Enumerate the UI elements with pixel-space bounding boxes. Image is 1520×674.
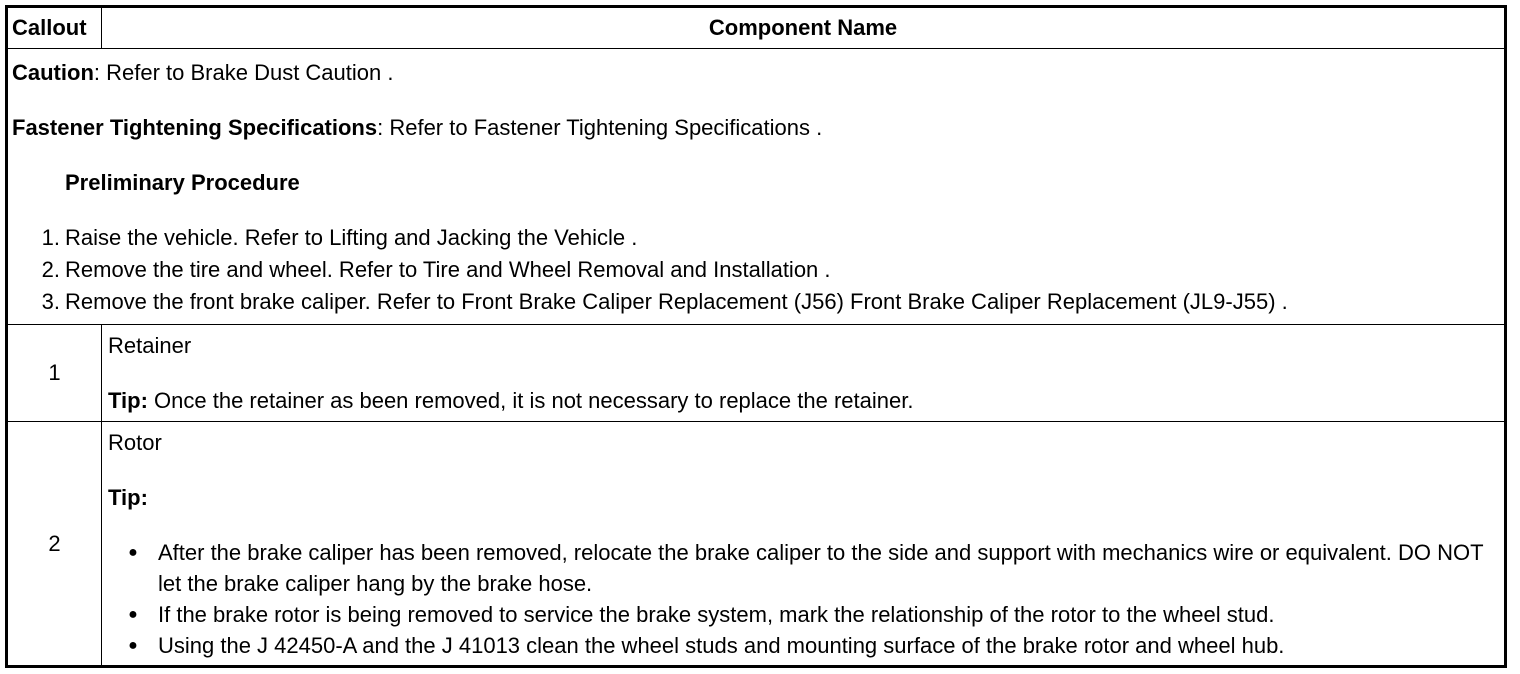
table-row xyxy=(7,325,1506,422)
tip-line xyxy=(108,385,1498,417)
intro-cell xyxy=(7,49,1506,325)
table-row xyxy=(7,422,1506,667)
header-row xyxy=(7,7,1506,49)
list-item xyxy=(12,254,1500,286)
intro-row xyxy=(7,49,1506,325)
fastener-text: : Refer to Fastener Tightening Specifications . xyxy=(377,115,823,140)
bullet-icon: ● xyxy=(128,606,138,623)
callout-number: 2 xyxy=(7,422,102,667)
list-item xyxy=(12,222,1500,254)
caution-text: : Refer to Brake Dust Caution . xyxy=(93,60,394,85)
component-cell xyxy=(102,422,1506,667)
step-text: Remove the tire and wheel. Refer to Tire and Wheel Removal and Installation . xyxy=(65,257,831,282)
component-cell xyxy=(102,325,1506,422)
bullet-icon: ● xyxy=(128,637,138,654)
preliminary-procedure-title: Preliminary Procedure xyxy=(65,170,300,195)
bullet-text: If the brake rotor is being removed to service the brake system, mark the relationship of the rotor to the wheel stud. xyxy=(158,602,1275,627)
caution-label: Caution xyxy=(12,60,94,85)
list-item xyxy=(108,537,1498,599)
component-name-column-header: Component Name xyxy=(102,7,1506,49)
bullet-text: After the brake caliper has been removed, relocate the brake caliper to the side and support with mechanics wire or equivalent. DO NOT let the brake caliper hang by the brake hose. xyxy=(158,540,1484,596)
tip-bullet-list xyxy=(108,537,1498,661)
tip-line xyxy=(108,482,1498,514)
tip-label: Tip: xyxy=(108,388,148,413)
list-item xyxy=(12,286,1500,318)
callout-column-header: Callout xyxy=(7,7,102,49)
tip-text: Once the retainer as been removed, it is not necessary to replace the retainer. xyxy=(147,388,914,413)
preliminary-steps xyxy=(12,222,1500,318)
bullet-text: Using the J 42450-A and the J 41013 clean the wheel studs and mounting surface of the brake rotor and wheel hub. xyxy=(158,633,1285,658)
fastener-line xyxy=(12,112,1500,144)
caution-line xyxy=(12,57,1500,89)
step-number: 2. xyxy=(41,257,60,282)
procedure-table xyxy=(5,5,1507,668)
fastener-label: Fastener Tightening Specifications xyxy=(12,115,378,140)
list-item xyxy=(108,630,1498,661)
component-name: Rotor xyxy=(108,430,162,455)
step-number: 1. xyxy=(41,225,60,250)
list-item xyxy=(108,599,1498,630)
step-number: 3. xyxy=(41,289,60,314)
component-name: Retainer xyxy=(108,333,192,358)
step-text: Remove the front brake caliper. Refer to Front Brake Caliper Replacement (J56) Front Brake Caliper Replacement (JL9-J55) . xyxy=(65,289,1288,314)
callout-number: 1 xyxy=(7,325,102,422)
step-text: Raise the vehicle. Refer to Lifting and Jacking the Vehicle . xyxy=(65,225,638,250)
tip-label: Tip: xyxy=(108,485,148,510)
bullet-icon: ● xyxy=(128,544,138,561)
